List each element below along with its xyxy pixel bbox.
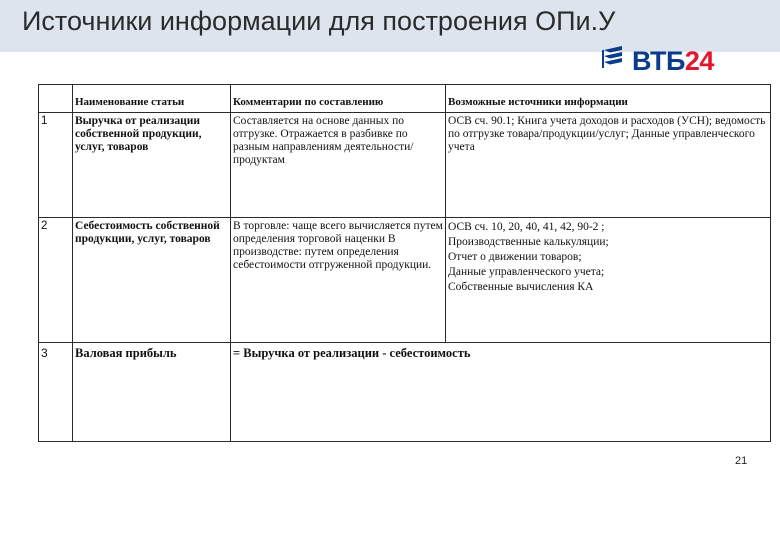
slide-title: Источники информации для построения ОПи.У xyxy=(22,6,616,36)
header-cell-source: Возможные источники информации xyxy=(446,85,771,113)
header-cell-num xyxy=(39,85,73,113)
header-cell-comment: Комментарии по составлению xyxy=(231,85,446,113)
item-comment-text: В торговле: чаще всего вычисляется путем определения торговой наценки В производстве: путем определения себестоимости отгруженной продукции. xyxy=(233,220,443,271)
row-number: 2 xyxy=(39,218,73,343)
item-comment xyxy=(231,113,446,218)
item-name: Валовая прибыль xyxy=(73,343,231,442)
logo-text xyxy=(632,44,714,78)
vtb24-logo xyxy=(600,44,760,80)
table-row xyxy=(39,113,771,218)
header-cell-name: Наименование статьи xyxy=(73,85,231,113)
vtb-logo-icon xyxy=(600,44,630,74)
gross-profit-formula: = Выручка от реализации - себестоимость xyxy=(231,343,771,442)
page-number: 21 xyxy=(735,455,748,467)
row-number: 1 xyxy=(39,113,73,218)
item-source xyxy=(446,218,771,343)
row-number: 3 xyxy=(39,343,73,442)
logo-text-num: 24 xyxy=(684,46,714,76)
item-comment-text: Составляется на основе данных по отгрузке. Отражается в разбивке по разным направлениям деятельности/ продуктам xyxy=(233,115,414,166)
table-row xyxy=(39,343,771,442)
item-name: Выручка от реализации собственной продукции, услуг, товаров xyxy=(73,113,231,218)
item-comment xyxy=(231,218,446,343)
table-header-row xyxy=(39,85,771,113)
item-name: Себестоимость собственной продукции, услуг, товаров xyxy=(73,218,231,343)
item-source-text: ОСВ сч. 90.1; Книга учета доходов и расходов (УСН); ведомость по отгрузке товара/продукции/услуг; Данные управленческого учета xyxy=(448,115,766,153)
item-source-text: ОСВ сч. 10, 20, 40, 41, 42, 90-2 ; Производственные калькуляции; Отчет о движении товаров; Данные управленческого учета; Собственные вычисления КА xyxy=(448,221,609,293)
info-sources-table xyxy=(38,84,771,442)
table-row xyxy=(39,218,771,343)
item-source xyxy=(446,113,771,218)
logo-text-main: ВТБ xyxy=(632,46,685,76)
